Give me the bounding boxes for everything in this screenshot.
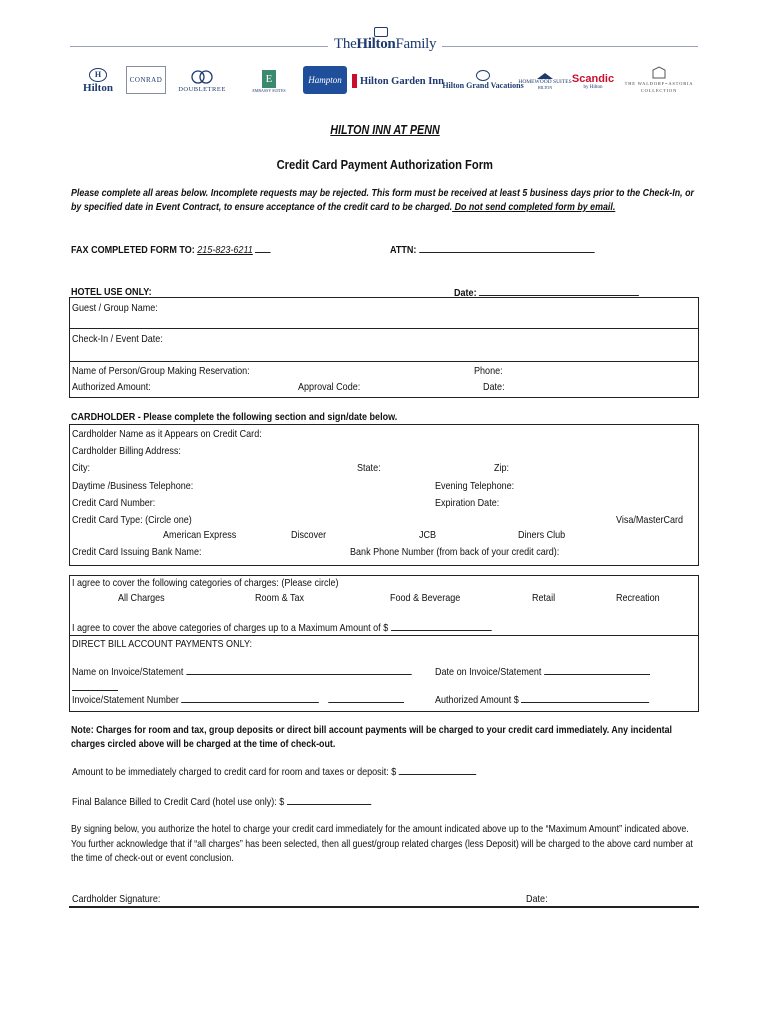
form-title: Credit Card Payment Authorization Form [276,157,494,172]
charge-categories-label: I agree to cover the following categories of charges: (Please circle) [72,577,339,589]
card-type-discover[interactable]: Discover [291,529,327,541]
charge-room-tax[interactable]: Room & Tax [255,592,305,604]
authorized-amount-field[interactable]: Authorized Amount: [72,381,151,393]
garden-inn-icon [352,74,357,88]
header-rule-left [70,46,328,47]
homewood-suites-logo: HOMEWOOD SUITES HILTON [522,66,568,96]
hilton-grand-vacations-logo: Hilton Grand Vacations [448,64,518,96]
invoice-name-label: Name on Invoice/Statement [72,665,411,678]
charge-all-charges[interactable]: All Charges [118,592,165,604]
waldorf-crest-icon [651,66,667,80]
waldorf-astoria-logo: THE WALDORF=ASTORIA COLLECTION [622,60,696,100]
charges-divider [69,635,699,636]
hilton-monogram-icon: H [89,68,107,82]
scandic-logo: Scandic by Hilton [571,72,615,90]
instructions-paragraph: Please complete all areas below. Incomplete requests may be rejected. This form must be received at least 5 business days prior to the Check-In, or by specified date in Event Contract, to ensure acceptance of the credit card to be charged. Do not send completed form by email. [71,187,694,213]
approval-code-field[interactable]: Approval Code: [298,381,361,393]
authorized-amount-label: Authorized Amount $ [435,693,649,706]
invoice-number-field[interactable] [181,693,319,703]
charge-retail[interactable]: Retail [532,592,556,604]
signature-label: Cardholder Signature: [72,893,161,905]
hotel-use-heading: HOTEL USE ONLY: [71,286,152,298]
hilton-garden-inn-logo: Hilton Garden Inn [352,70,444,92]
issuing-bank-field[interactable]: Credit Card Issuing Bank Name: [72,546,202,558]
final-balance-label: Final Balance Billed to Credit Card (hotel use only): $ [72,795,371,808]
fax-number: 215-823-6211 [197,244,253,256]
bank-phone-field[interactable]: Bank Phone Number (from back of your credit card): [350,546,560,558]
maximum-amount-label: I agree to cover the above categories of charges up to a Maximum Amount of $ [72,621,491,634]
attn-label: ATTN: [390,243,594,256]
invoice-number-label: Invoice/Statement Number [72,693,404,706]
card-type-diners[interactable]: Diners Club [518,529,566,541]
grand-vacations-monogram-icon [476,70,490,81]
invoice-date-label: Date on Invoice/Statement [435,665,650,678]
attn-field[interactable] [419,243,594,253]
amount-room-label: Amount to be immediately charged to credit card for room and taxes or deposit: $ [72,765,476,778]
maximum-amount-field[interactable] [391,621,492,631]
signature-line[interactable] [69,906,699,908]
invoice-name-wrap-line [72,690,118,691]
cardholder-name-field[interactable]: Cardholder Name as it Appears on Credit Card: [72,428,262,440]
hotel-use-date: Date: [454,286,639,299]
charges-note: Note: Charges for room and tax, group deposits or direct bill account payments will be charged to your credit card immediately. Any incidental charges circled above will be charged at the time of check-out. [71,724,672,750]
hotel-use-box [69,297,699,398]
conrad-logo: CONRAD [126,66,166,94]
header-rule-right [442,46,698,47]
daytime-phone-field[interactable]: Daytime /Business Telephone: [72,480,194,492]
billing-address-field[interactable]: Cardholder Billing Address: [72,445,181,457]
signature-date-label: Date: [526,893,548,905]
invoice-name-field[interactable] [186,665,411,675]
direct-bill-amount-field[interactable] [521,693,649,703]
phone-field[interactable]: Phone: [474,365,503,377]
direct-bill-heading: DIRECT BILL ACCOUNT PAYMENTS ONLY: [72,638,252,650]
final-balance-field[interactable] [287,795,371,805]
card-type-visa[interactable]: Visa/MasterCard [616,514,684,526]
hotel-divider-1 [69,328,699,329]
state-field[interactable]: State: [357,462,381,474]
city-field[interactable]: City: [72,462,91,474]
hilton-family-logo: TheHiltonFamily [334,36,437,52]
evening-phone-field[interactable]: Evening Telephone: [435,480,515,492]
expiration-date-field[interactable]: Expiration Date: [435,497,500,509]
hotel-divider-2 [69,361,699,362]
embassy-suites-logo: E EMBASSY SUITES [244,62,294,100]
amount-room-field[interactable] [399,765,476,775]
hampton-logo: Hampton [303,66,347,94]
card-type-jcb[interactable]: JCB [419,529,437,541]
approval-date-field[interactable]: Date: [483,381,505,393]
card-type-amex[interactable]: American Express [163,529,237,541]
authorization-paragraph: By signing below, you authorize the hotel to charge your credit card immediately for the amount indicated above up to the “Maximum Amount” indicated above. You further acknowledge that if “all charges” has been selected, then all guest/group related charges (less Deposit) will be charged to the above card number at the time of check-out or event conclusion. [71,823,693,864]
reservation-person-field[interactable]: Name of Person/Group Making Reservation: [72,365,250,377]
doubletree-leaf-icon [189,68,215,86]
charge-recreation[interactable]: Recreation [616,592,660,604]
fax-label: FAX COMPLETED FORM TO: 215-823-6211 [71,243,271,256]
doubletree-logo: DOUBLETREE [172,64,232,96]
card-type-label: Credit Card Type: (Circle one) [72,514,192,526]
hilton-logo: H Hilton [83,70,113,94]
hilton-family-mark [374,27,388,37]
charge-food-beverage[interactable]: Food & Beverage [390,592,461,604]
hotel-title: HILTON INN AT PENN [330,123,440,137]
embassy-e-icon: E [262,70,276,88]
cardholder-heading: CARDHOLDER - Please complete the following section and sign/date below. [71,411,398,423]
hotel-date-field[interactable] [479,286,639,296]
zip-field[interactable]: Zip: [494,462,510,474]
checkin-date-field[interactable]: Check-In / Event Date: [72,333,163,345]
invoice-date-field[interactable] [544,665,650,675]
card-number-field[interactable]: Credit Card Number: [72,497,156,509]
guest-group-field[interactable]: Guest / Group Name: [72,302,158,314]
